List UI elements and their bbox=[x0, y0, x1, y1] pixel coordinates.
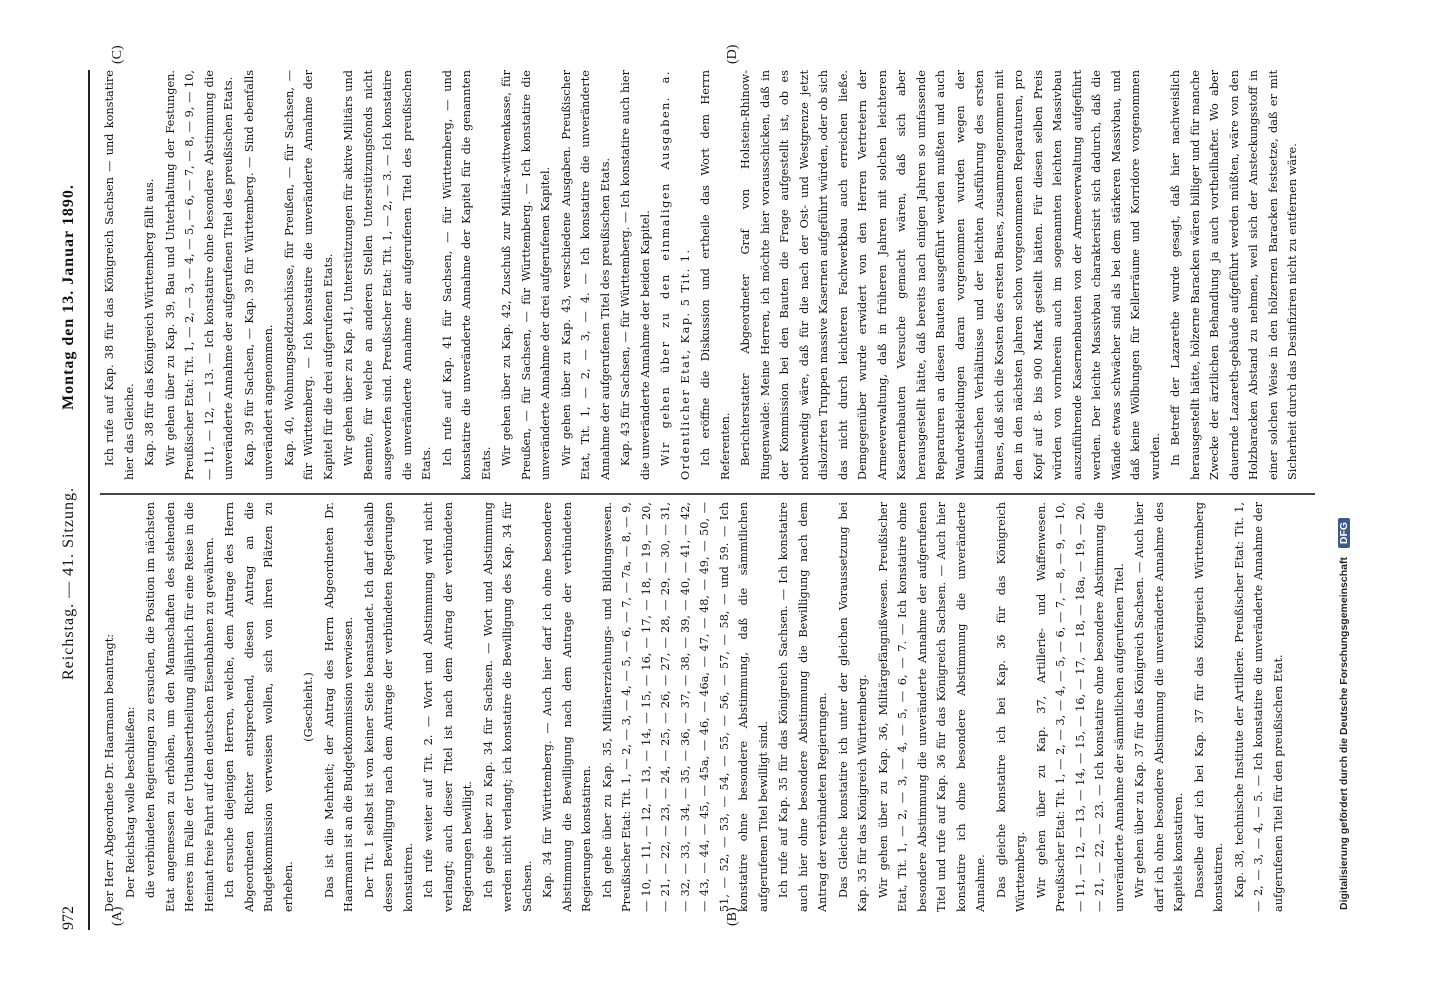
paragraph: In Betreff der Lazarethe wurde gesagt, daß hier nachweislich herausgestellt hätte, hölzerne Baracken wären billiger und für manche Zwecke der ärztlichen Behandlung ja auch vortheilhafter. Wo aber dauernde Lazareth-gebäude aufgeführt werden müßten, wäre von den Holzbaracken Abstand zu nehmen, weil sich der Ansteckungsstoff in einer solchen Weise in den hölzernen Baracken festsetze, daß er mit Sicherheit durch das Desinfiziren nicht zu entfernen wäre. bbox=[1169, 70, 1299, 480]
page-header bbox=[60, 70, 90, 930]
paragraph: Wir gehen über zu Kap. 41, Unterstützungen für aktive Militärs und Beamte, für welche an anderen Stellen Unterstützungsfonds nicht ausgeworfen sind. Preußischer Etat: Tit. 1, — 2, — 3. — Ich konstatire die unveränderte Annahme der aufgerufenen Titel des preußischen Etats. bbox=[342, 70, 433, 480]
paragraph: Wir gehen über zu Kap. 37 für das Königreich Sachsen. — Auch hier darf ich ohne besondere Abstimmung die unveränderte Annahme des Kapitels konstatiren. bbox=[1133, 502, 1185, 912]
digitization-credit bbox=[1338, 90, 1350, 910]
paragraph: Dasselbe darf ich bei Kap. 37 für das Königreich Württemberg konstatiren. bbox=[1192, 502, 1225, 912]
paragraph: Ich rufe auf Kap. 41 für Sachsen, — für Württemberg, — und konstatire die unveränderte Annahme der Kapitel für die genannten Etats. bbox=[440, 70, 493, 480]
paragraph: Kap. 34 für Württemberg. — Auch hier darf ich ohne besondere Abstimmung die Bewilligung nach dem Antrage der verbündeten Regierungen konstatiren. bbox=[541, 502, 593, 912]
paragraph: Ich gehe über zu Kap. 35, Militärerziehungs- und Bildungswesen. Preußischer Etat: Tit. 1, — 2, — 3, — 4, — 5, — 6, — 7, — 7a, — 8, — 9, — 10, — 11, — 12, — 13, — 14, — 15, — 16, — 17, — 18, — 19, — 20, — 21, — 22, — 23, — 24, — 25, — 26, — 27, — 28, — 29, — 30, — 31, — 32, — 33, — 34, — 35, — 36, — 37, — 38, — 39, — 40, — 41, — 42, — 43, — 44, — 45, — 45a, — 46, — 46a, — 47, — 48, — 49, — 50, — 51, — 52, — 53, — 54, — 55, — 56, — 57, — 58, — und 59. — Ich konstatire ohne besondere Abstimmung, daß die sämmtlichen aufgerufenen Titel bewilligt sind. bbox=[600, 502, 770, 912]
paragraph: Berichterstatter Abgeordneter Graf von Holstein-Rhinow-Ringenwalde: Meine Herren, ich möchte hier vorausschicken, daß in der Kommission bei den Bauten die Frage aufgestellt ist, ob es nothwendig wäre, daß für die nach der Ost- und Westgrenze jetzt dislozirten Truppen massive Kasernen aufgeführt würden, oder ob sich das nicht durch leichteren Fachwerkbau auch erreichen ließe. Demgegenüber wurde erwidert von den Herren Vertretern der Armeeverwaltung, daß in früheren Jahren mit solchen leichteren Kasernenbauten Versuche gemacht wären, daß sich aber herausgestellt hätte, daß bereits nach einigen Jahren so umfassende Reparaturen an diesen Bauten ausgeführt werden mußten und auch Wandverkleidungen daran vorgenommen wurden wegen der klimatischen Verhältnisse und der leichten Ausführung des ersten Baues, daß sich die Kosten des ersten Baues, zusammengenommen mit den in den nächsten Jahren schon vorgenommenen Reparaturen, pro Kopf auf 8- bis 900 Mark gestellt hätten. Für diesen selben Preis würden von vornherein auch im sogenannten leichten Massivbau auszuführende Kasernenbauten von der Armeeverwaltung aufgeführt werden. Der leichte Massivbau charakterisirt sich dadurch, daß die Wände etwas schwächer sind als bei dem stärkeren Massivbau, und daß keine Wölbungen für Kellerräume und Korridore vorgenommen wurden. bbox=[739, 70, 1162, 480]
paragraph: Wir gehen über zu Kap. 39, Bau und Unterhaltung der Festungen. Preußischer Etat: Tit. 1, — 2, — 3, — 4, — 5, — 6, — 7, — 8, — 9, — 10, — 11, — 12, — 13. — Ich konstatire ohne besondere Abstimmung die unveränderte Annahme der aufgerufenen Titel des preußischen Etats. bbox=[163, 70, 235, 480]
paragraph: Kap. 39 für Sachsen, — Kap. 39 für Württemberg. — Sind ebenfalls unverändert angenommen. bbox=[242, 70, 275, 480]
margin-marker-a: (A) bbox=[110, 906, 125, 926]
paragraph: Der Tit. 1 selbst ist von keiner Seite beanstandet. Ich darf deshalb dessen Bewilligung nach dem Antrage der verbündeten Regierungen konstatiren. bbox=[362, 502, 415, 912]
paragraph: Das Gleiche konstatire ich unter der gleichen Voraussetzung bei Kap. 35 für das Königreich Württemberg. bbox=[836, 502, 869, 912]
paragraph: Ich rufe weiter auf Tit. 2. — Wort und Abstimmung wird nicht verlangt; auch dieser Titel ist nach dem Antrag der verbündeten Regierungen bewilligt. bbox=[422, 502, 474, 912]
paragraph: Wir gehen über zu Kap. 42, Zuschuß zur Militär-wittwenkasse, für Preußen, — für Sachsen, — für Württemberg. — Ich konstatire die unveränderte Annahme der drei aufgerufenen Kapitel. bbox=[500, 70, 552, 480]
paragraph: Ich eröffne die Diskussion und ertheile das Wort dem Herrn Referenten. bbox=[699, 70, 732, 480]
paragraph: Ich ersuche diejenigen Herren, welche, dem Antrage des Herrn Abgeordneten Richter entsprechend, diesen Antrag an die Budgetkommission verweisen wollen, sich von ihren Plätzen zu erheben. bbox=[223, 502, 295, 912]
paragraph: Ich gehe über zu Kap. 34 für Sachsen. — Wort und Abstimmung werden nicht verlangt; ich konstatire die Bewilligung des Kap. 34 für Sachsen. bbox=[481, 502, 534, 912]
margin-marker-c: (C) bbox=[110, 45, 125, 64]
paragraph: Wir gehen über zu Kap. 37, Artillerie- und Waffenwesen. Preußischer Etat: Tit. 1, — 2, — 3, — 4, — 5, — 6, — 7, — 8, — 9, — 10, — 11, — 12, — 13, — 14, — 15, — 16, — 17, — 18, — 18a, — 19, — 20, — 21, — 22, — 23. — Ich konstatire ohne besondere Abstimmung die unveränderte Annahme der sämmtlichen aufgerufenen Titel. bbox=[1034, 502, 1126, 912]
right-column bbox=[100, 70, 1310, 480]
paragraph: Der Herr Abgeordnete Dr. Haarmann beantragt: bbox=[103, 633, 116, 912]
paragraph: (Geschieht.) bbox=[302, 672, 315, 742]
paragraph: Das ist die Mehrheit; der Antrag des Herrn Abgeordneten Dr. Haarmann ist an die Budgetkommission verwiesen. bbox=[322, 502, 355, 912]
paragraph: Kap. 38, technische Institute der Artillerie. Preußischer Etat: Tit. 1, — 2, — 3, — 4, — 5. — Ich konstatire die unveränderte Annahme der aufgerufenen Titel für den preußischen Etat. bbox=[1232, 502, 1285, 912]
paragraph: Kap. 43 für Sachsen, — für Württemberg. — Ich konstatire auch hier die unveränderte Annahme der beiden Kapitel. bbox=[619, 70, 652, 480]
paragraph: Ich rufe auf Kap. 38 für das Königreich Sachsen — und konstatire hier das Gleiche. bbox=[103, 70, 136, 480]
dfg-logo: DFG bbox=[1338, 518, 1350, 548]
paragraph: Ich rufe auf Kap. 35 für das Königreich Sachsen. — Ich konstatire auch hier ohne besondere Abstimmung die Bewilligung nach dem Antrag der verbündeten Regierungen. bbox=[777, 502, 829, 912]
paragraph: Wir gehen über zu den einmaligen Ausgaben. a. Ordentlicher Etat, Kap. 5 Tit. 1. bbox=[659, 70, 692, 480]
paragraph: Der Reichstag wolle beschließen: bbox=[123, 706, 137, 898]
page-number: 972 bbox=[60, 906, 77, 930]
header-rule bbox=[88, 70, 90, 930]
margin-marker-b: (B) bbox=[725, 907, 740, 926]
column-divider bbox=[100, 494, 1315, 496]
paragraph: Wir gehen über zu Kap. 36, Militärgefängnißwesen. Preußischer Etat, Tit. 1, — 2, — 3, — 4, — 5, — 6, — 7. — Ich konstatire ohne besondere Abstimmung die unveränderte Annahme der aufgerufenen Titel und rufe auf Kap. 36 für das Königreich Sachsen. — Auch hier konstatire ich ohne besondere Abstimmung die unveränderte Annahme. bbox=[876, 502, 987, 912]
paragraph: Das gleiche konstatire ich bei Kap. 36 für das Königreich Württemberg. bbox=[994, 502, 1027, 912]
paragraph: die verbündeten Regierungen zu ersuchen, die Position im nächsten Etat angemessen zu erhöhen, um den Mannschaften des stehenden Heeres im Falle der Urlaubsertheilung alljährlich für eine Reise in die Heimat freie Fahrt auf den deutschen Eisenbahnen zu gewähren. bbox=[144, 502, 216, 912]
credit-text: Digitalisierung gefördert durch die Deutsche Forschungsgemeinschaft bbox=[1338, 557, 1350, 910]
paragraph: Kap. 38 für das Königreich Württemberg fällt aus. bbox=[143, 178, 156, 466]
session-title: Reichstag. — 41. Sitzung. bbox=[60, 487, 77, 680]
paragraph: Kap. 40, Wohnungsgeldzuschüsse, für Preußen, — für Sachsen, — für Württemberg. — Ich konstatire die unveränderte Annahme der Kapitel für die drei aufgerufenen Etats. bbox=[282, 70, 335, 480]
session-date: Montag den 13. Januar 1890. bbox=[60, 184, 77, 410]
margin-marker-d: (D) bbox=[725, 44, 740, 64]
paragraph: Wir gehen über zu Kap. 43, verschiedene Ausgaben. Preußischer Etat, Tit. 1, — 2, — 3, — 4. — Ich konstatire die unveränderte Annahme der aufgerufenen Titel des preußischen Etats. bbox=[559, 70, 612, 480]
left-column bbox=[100, 502, 1310, 912]
